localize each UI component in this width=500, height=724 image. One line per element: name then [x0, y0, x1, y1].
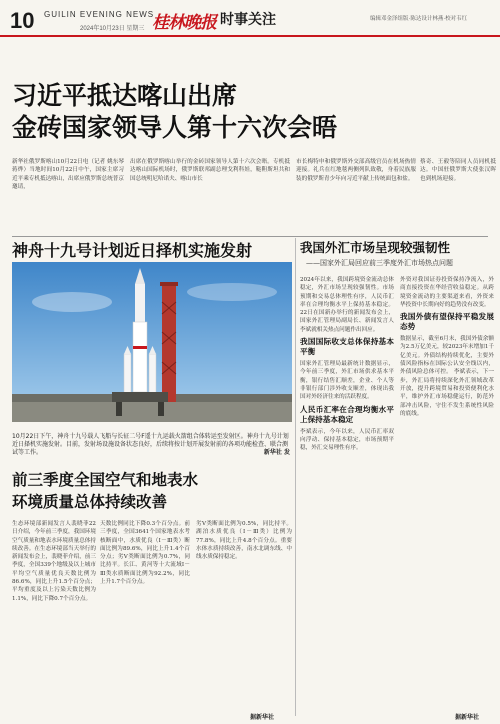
- aq-body-col-1: 生态环境部新闻发言人裴晓菲22日介绍，今年前三季度，我国环境空气质量和地表水环境质量总体持续改善。在生态环境部当天举行的新闻发布会上，裴晓菲介绍，前三季度，全国339个地级及以上城市平均空气质量优良天数比例为86.6%，同比上升1.5个百分点；平均重度及以上污染天数比例为1.1%，同比下降0.7个百分点。: [12, 521, 96, 602]
- fx-subtitle: ——国家外汇局回应前三季度外汇市场热点问题: [306, 259, 453, 267]
- fx-paragraph: 李斌表示，今年以来，人民币汇率双向浮动、保持基本稳定，市场预期平稳，外汇交易理性有序。: [300, 428, 394, 452]
- fx-paragraph: 2024年以来，我国跨境资金流动总体稳定，外汇市场呈现较强韧性。市场预期和交易总体理性有序，人民币汇率在合理均衡水平上保持基本稳定。22日在国新办举行的新闻发布会上，国家外汇管理局副局长、新闻发言人李斌就相关热点问题作出回应。: [300, 277, 394, 333]
- aq-headline-line-2: 环境质量总体持续改善: [12, 493, 168, 511]
- fx-body-col-1: [300, 276, 394, 716]
- lead-body-col-4: 蔡奇、王毅等陪同人员同机抵达。中国驻俄罗斯大使张汉晖也到机场迎接。: [420, 159, 496, 182]
- rocket-photo: [12, 262, 292, 422]
- fx-paragraph: 国家外汇管理局最新统计数据显示，今年前三季度，外汇市场供求基本平衡，银行结售汇顺差，企业、个人等非银行部门涉外收支顺差，体现出我国对外经济往来的活跃程度。: [300, 361, 394, 401]
- photo-caption: [12, 433, 290, 457]
- editor-credits: 编辑邓金泽组版·陈达设计林燕·校对韦红: [370, 16, 468, 22]
- fx-body-col-2: [400, 276, 494, 716]
- aq-body-col-2: 天数比例同比下降0.3个百分点。前三季度，全国3641个国家地表水考核断面中，水质优良（Ⅰ－Ⅲ类）断面比例为89.6%，同比上升1.4个百分点；劣Ⅴ类断面比例为0.7%，同比持平。长江、黄河等十大流域Ⅰ－Ⅲ类水质断面比例为92.2%，同比上升1.7个百分点。: [100, 521, 190, 586]
- newspaper-logo: 桂林晚报: [152, 13, 216, 33]
- lead-body-col-2: 出席在俄罗斯喀山举行的金砖国家领导人第十六次会晤。专机抵达喀山国际机场时，俄罗斯联邦副总理戈利科娃，鞑靼斯坦共和国总统明尼哈诺夫、喀山市长: [130, 159, 290, 182]
- fx-paragraph: 数据显示，截至6月末，我国外债余额为2.5万亿美元，较2023年末增加1千亿美元。外债结构持续优化，主要外债风险指标在国际公认安全线以内，外债风险总体可控。: [400, 336, 494, 376]
- header-divider: [0, 35, 500, 37]
- fx-subhead-2: 人民币汇率在合理均衡水平上保持基本稳定: [300, 404, 394, 424]
- issue-date: 2024年10月23日 星期三: [80, 26, 145, 32]
- lead-headline: [12, 80, 492, 144]
- shenzhou-headline: 神舟十九号计划近日择机实施发射: [12, 241, 253, 260]
- lead-body-col-1: 新华社俄罗斯喀山10月22日电（记者 姚东琴 蒋烨）当地时间10月22日中午，国家主席习近平乘专机抵达喀山，出席应俄罗斯总统普京邀请，: [12, 159, 124, 190]
- aq-byline: 据新华社: [250, 714, 275, 721]
- fx-paragraph: 外资对我国证券投资保持净流入，外商直接投资在华经营收益稳定。从跨境资金流动的主要渠道来看，外资来华投资中长期向好的趋势没有改变。: [400, 277, 494, 308]
- column-divider: [295, 238, 296, 716]
- photo-credit: 新华社 发: [263, 449, 290, 456]
- fx-byline: 据新华社: [455, 714, 480, 721]
- fx-subhead-3: 我国外债有望保持平稳发展态势: [400, 312, 494, 332]
- lead-body-col-3: 市长梅特申和俄罗斯外交部高级官员在机场热情迎接。礼兵在红地毯两侧列队致敬，身着民族服装的俄罗斯青少年向习近平献上传统面包和盐。: [296, 159, 416, 182]
- caption-text: 10月22日下午，神舟十九号载人飞船与长征二号F遥十九运载火箭组合体转运至发射区。神舟十九号计划近日择机实施发射。目前，发射场设施设备状态良好，后续将按计划开展发射前的各项功能检查、联合测试等工作。: [12, 433, 289, 456]
- section-title: 时事关注: [220, 12, 276, 28]
- fx-subhead-1: 我国国际收支总体保持基本平衡: [300, 337, 394, 357]
- fx-paragraph: 李斌表示，下一步，外汇局将持续深化外汇领域改革开放，提升跨境贸易和投资便利化水平，维护外汇市场稳健运行，防范外部冲击风险，守住不发生系统性风险的底线。: [400, 369, 494, 417]
- air-quality-headline: [12, 469, 292, 513]
- headline-line-2: 金砖国家领导人第十六次会晤: [12, 113, 338, 142]
- section-divider: [12, 236, 488, 237]
- fx-headline: 我国外汇市场呈现较强韧性: [300, 240, 451, 255]
- aq-headline-line-1: 前三季度全国空气和地表水: [12, 471, 199, 489]
- rocket-photo-art: [12, 262, 292, 422]
- headline-line-1: 习近平抵达喀山出席: [12, 81, 238, 110]
- aq-body-col-3: 劣Ⅴ类断面比例为0.5%，同比持平。湖泊水质优良（Ⅰ－Ⅲ类）比例为77.8%，同比上升4.8个百分点。重要水体水质持续改善，南水北调东线、中线水质保持稳定。: [196, 521, 292, 561]
- page-number: 10: [10, 8, 35, 33]
- paper-name-english: GUILIN EVENING NEWS: [44, 10, 155, 19]
